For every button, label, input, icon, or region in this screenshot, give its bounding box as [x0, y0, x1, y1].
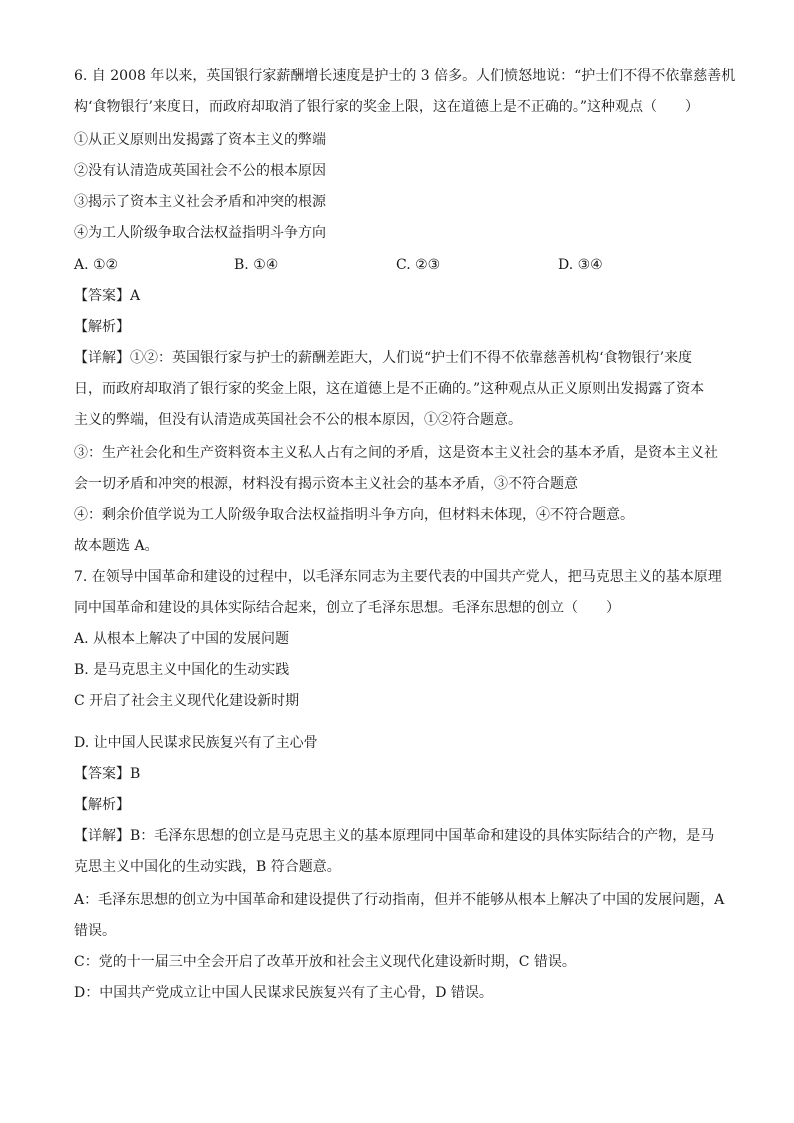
q6-option-b: B. ①④ [234, 257, 279, 273]
q6-detail-line-7: 故本题选 A。 [74, 538, 159, 554]
q6-detail-line-4: ③：生产社会化和生产资料资本主义私人占有之间的矛盾，这是资本主义社会的基本矛盾，是资本主义社 [74, 445, 718, 461]
q7-detail-line-2: 克思主义中国化的生动实践，B 符合题意。 [74, 859, 341, 875]
q7-option-b: B. 是马克思主义中国化的生动实践 [74, 662, 290, 678]
q6-detail-line-2: 日，而政府却取消了银行家的奖金上限，这在道德上是不正确的。”这种观点从正义原则出发揭露了资本 [74, 381, 705, 397]
q6-detail-line-1: 【详解】①②：英国银行家与护士的薪酬差距大，人们说“护士们不得不依靠慈善机构‘食物银行’来度 [74, 350, 693, 366]
q7-detail-line-1: 【详解】B：毛泽东思想的创立是马克思主义的基本原理同中国革命和建设的具体实际结合的产物，是马 [74, 828, 715, 844]
q7-analysis-label: 【解析】 [74, 797, 130, 813]
q6-stem-line-2: 构‘食物银行’来度日，而政府却取消了银行家的奖金上限，这在道德上是不正确的。”这种观点（ ） [74, 99, 700, 115]
q6-stem-line-1: 6. 自 2008 年以来，英国银行家薪酬增长速度是护士的 3 倍多。人们愤怒地说：“护士们不得不依靠慈善机 [74, 68, 736, 84]
q7-detail-line-6: D：中国共产党成立让中国人民谋求民族复兴有了主心骨，D 错误。 [74, 985, 493, 1001]
q6-option-d: D. ③④ [558, 257, 603, 273]
q7-option-c: C 开启了社会主义现代化建设新时期 [74, 693, 300, 709]
q6-answer: 【答案】A [74, 288, 141, 304]
q7-option-d: D. 让中国人民谋求民族复兴有了主心骨 [74, 735, 318, 751]
q6-analysis-label: 【解析】 [74, 319, 130, 335]
q7-detail-line-3: A：毛泽东思想的创立为中国革命和建设提供了行动指南，但并不能够从根本上解决了中国的发展问题，A [74, 892, 725, 908]
q7-detail-line-4: 错误。 [74, 923, 116, 939]
q6-item-4: ④为工人阶级争取合法权益指明斗争方向 [74, 225, 326, 241]
q6-item-2: ②没有认清造成英国社会不公的根本原因 [74, 163, 326, 179]
q6-item-3: ③揭示了资本主义社会矛盾和冲突的根源 [74, 194, 326, 210]
q6-option-a: A. ①② [74, 257, 119, 273]
q7-detail-line-5: C：党的十一届三中全会开启了改革开放和社会主义现代化建设新时期，C 错误。 [74, 954, 576, 970]
q7-option-a: A. 从根本上解决了中国的发展问题 [74, 631, 290, 647]
q7-answer: 【答案】B [74, 766, 141, 782]
q6-detail-line-5: 会一切矛盾和冲突的根源，材料没有揭示资本主义社会的基本矛盾，③不符合题意 [74, 476, 578, 492]
q6-detail-line-3: 主义的弊端，但没有认清造成英国社会不公的根本原因，①②符合题意。 [74, 412, 522, 428]
q6-option-c: C. ②③ [396, 257, 441, 273]
q6-item-1: ①从正义原则出发揭露了资本主义的弊端 [74, 132, 326, 148]
q6-detail-line-6: ④：剩余价值学说为工人阶级争取合法权益指明斗争方向，但材料未体现，④不符合题意。 [74, 507, 634, 523]
q7-stem-line-2: 同中国革命和建设的具体实际结合起来，创立了毛泽东思想。毛泽东思想的创立（ ） [74, 600, 620, 616]
q7-stem-line-1: 7. 在领导中国革命和建设的过程中，以毛泽东同志为主要代表的中国共产党人，把马克思主义的基本原理 [74, 569, 722, 585]
